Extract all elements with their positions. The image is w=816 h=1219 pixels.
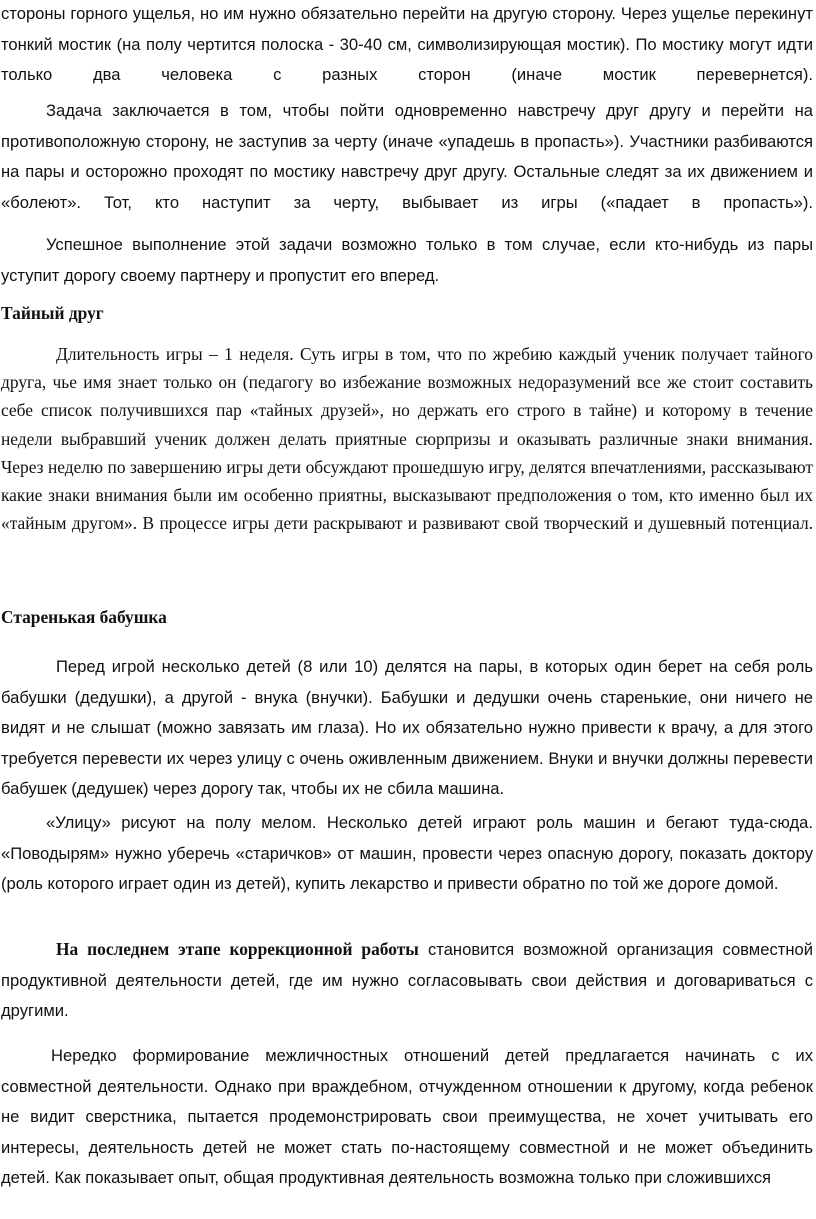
secret-friend-paragraph: Длительность игры – 1 неделя. Суть игры в том, что по жребию каждый ученик получает тайного друга, чье имя знает только он (педагогу во избежание возможных недоразумений все же стоит составить себе список получившихся пар «тайных друзей», но держать его строго в тайне) и которому в течение недели выбравший ученик должен делать приятные сюрпризы и оказывать различные знаки внимания. Через неделю по завершению игры дети обсуждают прошедшую игру, делятся впечатлениями, рассказывают какие знаки внимания были им особенно приятны, высказывают предположения о том, кто именно был их «тайным другом». В процессе игры дети раскрывают и развивают свой творческий и душевный потенциал. [1, 344, 813, 534]
final-stage-lead: На последнем этапе коррекционной работы [56, 939, 419, 959]
final-stage-rest: становится возможной организация совместной продуктивной деятельности детей, где им нужно согласовывать свои действия и договариваться с другими. [1, 940, 813, 1020]
interpersonal-relations-paragraph: Нередко формирование межличностных отношений детей предлагается начинать с их совместной деятельности. Однако при враждебном, отчужденном отношении к другому, когда ребенок не видит сверстника, пытается продемонстрировать свои преимущества, не хочет учитывать его интересы, деятельность детей не может стать по-настоящему совместной и не может объединить детей. Как показывает опыт, общая продуктивная деятельность возможна только при сложившихся [1, 1046, 813, 1187]
final-stage-paragraph [1, 934, 813, 1027]
bridge-game-paragraph-2: Задача заключается в том, чтобы пойти одновременно навстречу друг другу и перейти на противоположную сторону, не заступив за черту (иначе «упадешь в пропасть»). Участники разбиваются на пары и осторожно проходят по мостику навстречу друг другу. Остальные следят за их движением и «болеют». Тот, кто наступит за черту, выбывает из игры («падает в пропасть»). [1, 101, 813, 212]
old-grandma-paragraph-1: Перед игрой несколько детей (8 или 10) делятся на пары, в которых один берет на себя роль бабушки (дедушки), а другой - внука (внучки). Бабушки и дедушки очень старенькие, они ничего не видят и не слышат (можно завязать им глаза). Но их обязательно нужно привести к врачу, а для этого требуется перевести их через улицу с очень оживленным движением. Внуки и внучки должны перевести бабушек (дедушек) через дорогу так, чтобы их не сбила машина. [1, 657, 813, 798]
old-grandma-paragraph-2: «Улицу» рисуют на полу мелом. Несколько детей играют роль машин и бегают туда-сюда. «Поводырям» нужно уберечь «старичков» от машин, провести через опасную дорогу, показать доктору (роль которого играет один из детей), купить лекарство и привести обратно по той же дороге домой. [1, 813, 813, 893]
bridge-game-paragraph-3: Успешное выполнение этой задачи возможно только в том случае, если кто-нибудь из пары уступит дорогу своему партнеру и пропустит его вперед. [1, 235, 813, 285]
secret-friend-heading: Тайный друг [1, 303, 104, 323]
bridge-game-paragraph-1: стороны горного ущелья, но им нужно обязательно перейти на другую сторону. Через ущелье перекинут тонкий мостик (на полу чертится полоска - 30-40 см, символизирующая мостик). По мостику могут идти только два человека с разных сторон (иначе мостик перевернется). [1, 4, 813, 84]
old-grandma-heading: Старенькая бабушка [1, 607, 167, 627]
